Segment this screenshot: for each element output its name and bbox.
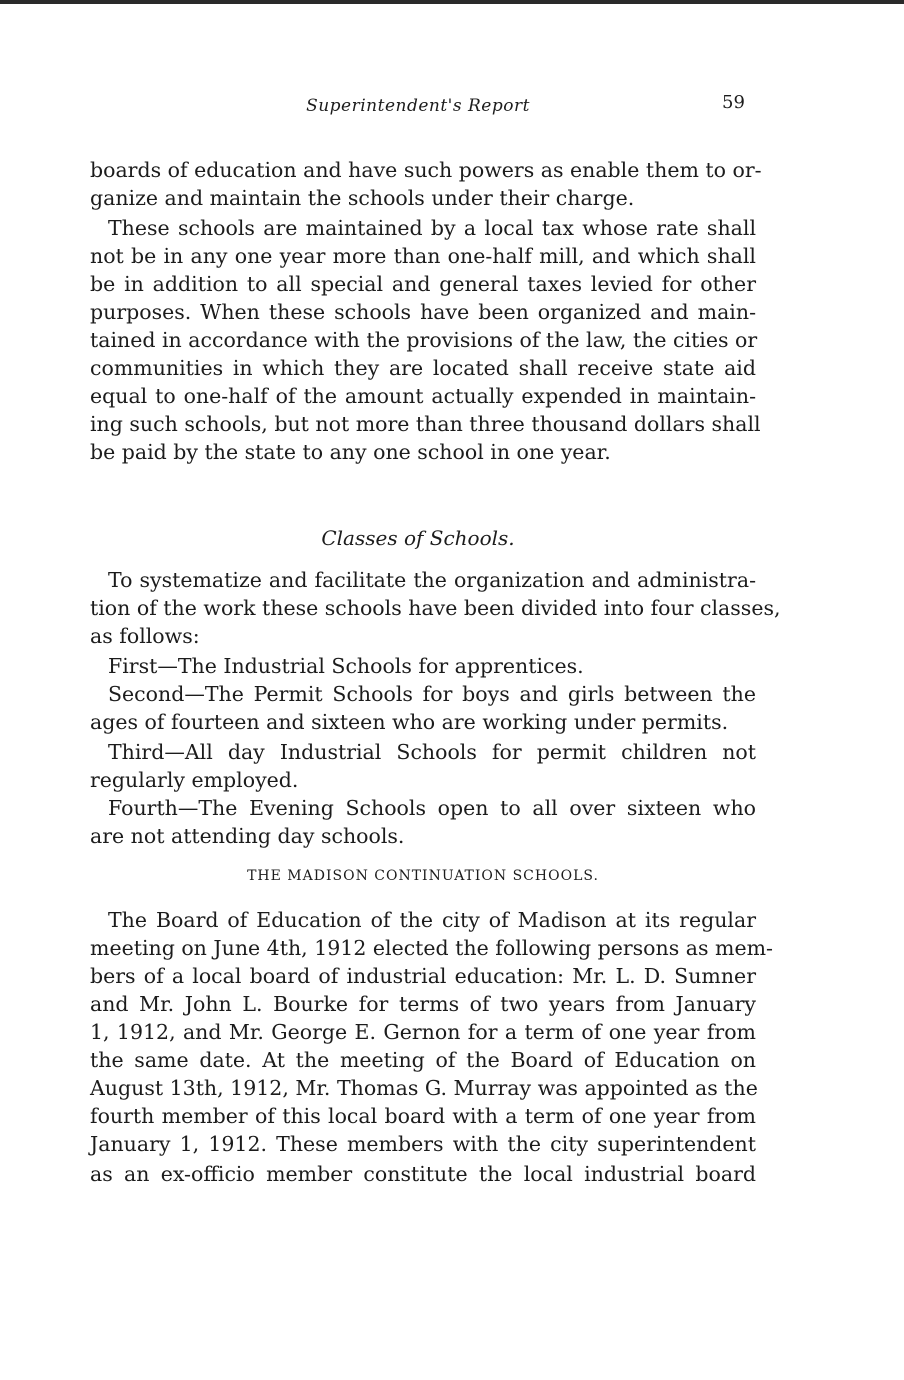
text-line: be paid by the state to any one school in one year. [90,440,611,464]
text-line: To systematize and facilitate the organization and administra- [108,568,756,592]
text-line: 1, 1912, and Mr. George E. Gernon for a term of one year from [90,1020,756,1044]
text-line: ing such schools, but not more than three thousand dollars shall [90,412,761,436]
text-line: January 1, 1912. These members with the city superintendent [90,1132,756,1156]
text-line: purposes. When these schools have been organized and main- [90,300,756,324]
text-line: ages of fourteen and sixteen who are working under permits. [90,710,729,734]
text-line: fourth member of this local board with a term of one year from [90,1104,756,1128]
text-line: ganize and maintain the schools under their charge. [90,186,635,210]
text-line: tained in accordance with the provisions of the law, the cities or [90,328,758,352]
class-item-fourth: Fourth—The Evening Schools open to all over sixteen who [108,796,756,820]
text-line: bers of a local board of industrial education: Mr. L. D. Sumner [90,964,756,988]
top-rule [0,0,904,4]
text-line: August 13th, 1912, Mr. Thomas G. Murray was appointed as the [90,1076,758,1100]
text-line: communities in which they are located shall receive state aid [90,356,756,380]
text-line: regularly employed. [90,768,299,792]
text-line: boards of education and have such powers as enable them to or- [90,158,762,182]
text-line: as an ex-officio member constitute the local industrial board [90,1162,756,1186]
text-line: equal to one-half of the amount actually expended in maintain- [90,384,756,408]
running-header: Superintendent's Report [306,96,530,116]
text-line: These schools are maintained by a local tax whose rate shall [108,216,756,240]
text-line: meeting on June 4th, 1912 elected the following persons as mem- [90,936,773,960]
class-item-third: Third—All day Industrial Schools for permit children not [108,740,756,764]
text-line: be in addition to all special and general taxes levied for other [90,272,756,296]
text-line: The Board of Education of the city of Madison at its regular [108,908,756,932]
text-line: tion of the work these schools have been divided into four classes, [90,596,781,620]
subsection-heading: THE MADISON CONTINUATION SCHOOLS. [247,868,599,884]
text-line: the same date. At the meeting of the Board of Education on [90,1048,756,1072]
page-number: 59 [722,92,745,113]
section-heading: Classes of Schools. [321,526,515,550]
class-item-second: Second—The Permit Schools for boys and girls between the [108,682,756,706]
text-line: are not attending day schools. [90,824,405,848]
text-line: not be in any one year more than one-half mill, and which shall [90,244,756,268]
text-line: as follows: [90,624,200,648]
text-line: and Mr. John L. Bourke for terms of two years from January [90,992,756,1016]
class-item-first: First—The Industrial Schools for apprentices. [108,654,584,678]
